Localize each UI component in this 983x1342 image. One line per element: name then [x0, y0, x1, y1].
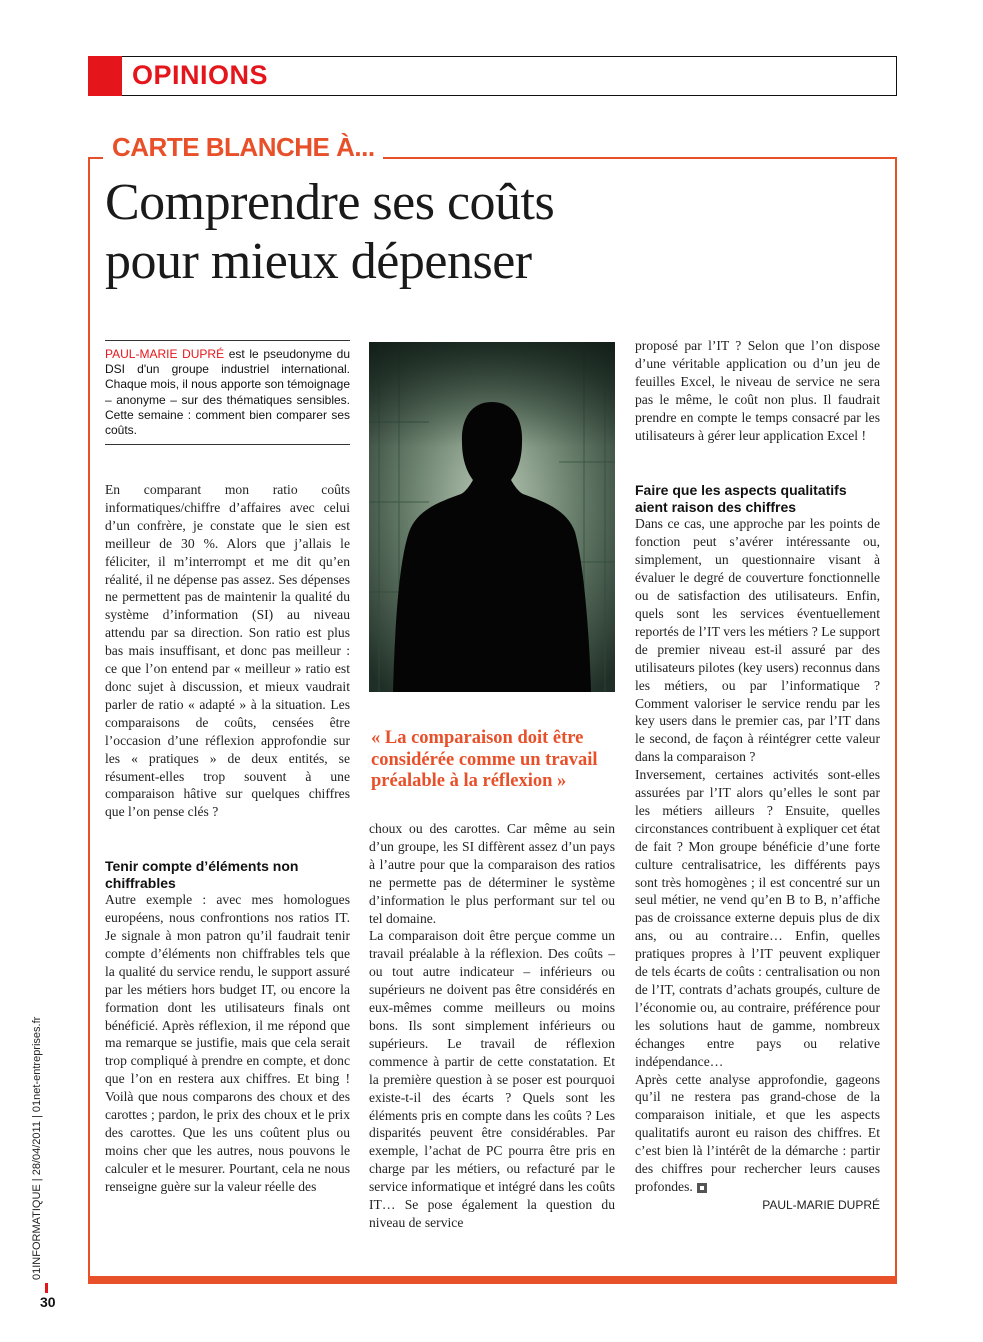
author-bio: est le pseudonyme du DSI d'un groupe industriel international. Chaque mois, il nous apporte son témoignage – anonyme – sur des thématiques sensibles. Cette semaine : comment bien comparer ses coûts. [105, 347, 351, 438]
paragraph: En comparant mon ratio coûts informatiques/chiffre d’affaires avec celui d’un confrère, je constate que le sien est meilleur de 30 %. Alors que j’allais le féliciter, il m’interrompt et me dit qu’en réalité, il ne dépense pas assez. Ses dépenses ne permettent pas de maintenir la qualité du système d’information (SI) au niveau attendu par sa direction. Son ratio est plus bas mais insuffisant, et donc pas meilleur : ce que l’on entend par « meilleur » ratio est donc sujet à discussion, et mieux vaudrait parler de ratio « adapté » à la situation. Les comparaisons de coûts, censées être l’occasion d’une réflexion approfondie sur les « pratiques » de deux entités, se résument-elles trop souvent à une comparaison hâtive sur quelques chiffres que l’on pense clés ? [105, 482, 350, 820]
author-name: PAUL-MARIE DUPRÉ [105, 347, 225, 361]
intro-rule-top [105, 340, 350, 341]
subheading: Tenir compte d’éléments non chiffrables [105, 858, 299, 891]
section-title: OPINIONS [132, 60, 269, 90]
kicker: CARTE BLANCHE À... [112, 132, 375, 162]
publication-info: 01INFORMATIQUE | 28/04/2011 | 01net-entreprises.fr [31, 1016, 43, 1280]
section-marker [88, 56, 122, 96]
end-of-article-icon [697, 1183, 707, 1193]
paragraph [635, 1071, 880, 1196]
paragraph: proposé par l’IT ? Selon que l’on dispose d’une véritable application ou d’un jeu de feuilles Excel, le niveau de service ne sera pas le même, le coût non plus. Il faudrait prendre en compte le temps consacré par les utilisateurs à gérer leur application Excel ! [635, 338, 880, 443]
page-number: 30 [40, 1294, 56, 1310]
paragraph: choux ou des carottes. Car même au sein d’un groupe, les SI diffèrent assez d’un pays à l’autre pour que la comparaison des ratios ne permette pas de déterminer le système d’information le plus performant sur tel ou tel domaine. [369, 821, 615, 926]
pull-quote: « La comparaison doit être considérée comme un travail préalable à la réflexion » [371, 728, 598, 791]
column-3 [635, 337, 880, 1215]
paragraph: La comparaison doit être perçue comme un travail préalable à la réflexion. Des coûts – ou tout autre indicateur – inférieurs ou supérieurs ne doivent pas être considérés en eux-mêmes comme meilleurs ou moins bons. Ils sont simplement inférieurs ou supérieurs. Le travail de réflexion commence à partir de cette constatation. Et la première question à se poser est pourquoi existe-t-il des écarts ? Quels sont les éléments pris en compte dans les coûts ? Les disparités peuvent être considérables. Par exemple, l’achat de PC pourra être pris en charge par les métiers, ou refacturé par le service informatique et intégré dans les coûts IT… Se pose également la question du niveau de service [369, 928, 615, 1230]
side-footer [31, 1016, 46, 1280]
frame-left [88, 157, 90, 1284]
page-marker [45, 1283, 48, 1293]
column-1 [105, 481, 350, 1196]
paragraph: Inversement, certaines activités sont-elles assurées par l’IT alors qu’elles le sont par les métiers ailleurs ? Ensuite, quelles circonstances contribuent à expliquer cet état de fait ? Mon groupe bénéficie d’une forte culture centralisatrice, les différents pays sont très homogènes ; il est concentré sur un seul métier, ne vend qu’en B to B, n’affiche pas de croissance externe depuis plus de dix ans, ou au contraire… Enfin, quelles pratiques propres à l’IT peuvent expliquer de tels écarts de coûts : centralisation ou non de l’IT, contrats d’achats groupés, culture de l’économie ou, au contraire, préférence pour les solutions haut de gamme, nombreux échanges entre pays ou relative indépendance… [635, 767, 880, 1069]
frame-bottom [88, 1276, 897, 1284]
frame-top-right [383, 157, 897, 159]
frame-right [895, 157, 897, 1284]
paragraph: Dans ce cas, une approche par les points de fonction peut s’avérer intéressante ou, simplement, un questionnaire visant à évaluer le degré de couverture fonctionnelle ou de satisfaction des utilisateurs. Enfin, quels sont les services éventuellement reportés de l’IT vers les métiers ? Le support de premier niveau est-il assuré par des utilisateurs pilotes (key users) reconnus dans les métiers, ou par l’informatique ? Comment valoriser le service rendu par les key users dans le premier cas, par l’IT dans le second, de façon à réintégrer cette valeur dans la comparaison ? [635, 516, 880, 765]
subheading: Faire que les aspects qualitatifs aient raison des chiffres [635, 482, 847, 515]
silhouette-photo [369, 342, 615, 692]
headline [105, 173, 554, 291]
intro-rule-bottom [105, 444, 350, 445]
headline-line-2: pour mieux dépenser [105, 233, 532, 290]
author-intro [105, 347, 350, 438]
headline-line-1: Comprendre ses coûts [105, 174, 555, 231]
author-signature: PAUL-MARIE DUPRÉ [762, 1197, 880, 1212]
closing-text: Après cette analyse approfondie, gageons qu’il ne restera pas grand-chose de la comparaison initiale, et que les aspects qualitatifs auront eu raison des chiffres. Et c’est bien là l’intérêt de la démarche : partir des chiffres pour rechercher leurs causes profondes. [635, 1071, 880, 1194]
frame-top-left [88, 157, 103, 159]
column-2 [369, 820, 615, 1232]
paragraph: Autre exemple : avec mes homologues européens, nous confrontions nos ratios IT. Je signale à mon patron qu’il faudrait tenir compte d’éléments non chiffrables tels que la qualité du service rendu, le support assuré par les métiers hors budget IT, ou encore la formation dont les utilisateurs finals ont bénéficié. Après réflexion, il me répond que ma remarque se justifie, mais que cela serait trop compliqué à prendre en compte, et donc que l’on en restera aux chiffres. Et bing ! Voilà que nous comparons des choux et des carottes ; pardon, le prix des choux et le prix des carottes. Que les uns coûtent plus ou moins cher que les autres, nous pouvons le calculer et le mesurer. Pourtant, cela ne nous renseigne guère sur la valeur réelle des [105, 892, 350, 1194]
